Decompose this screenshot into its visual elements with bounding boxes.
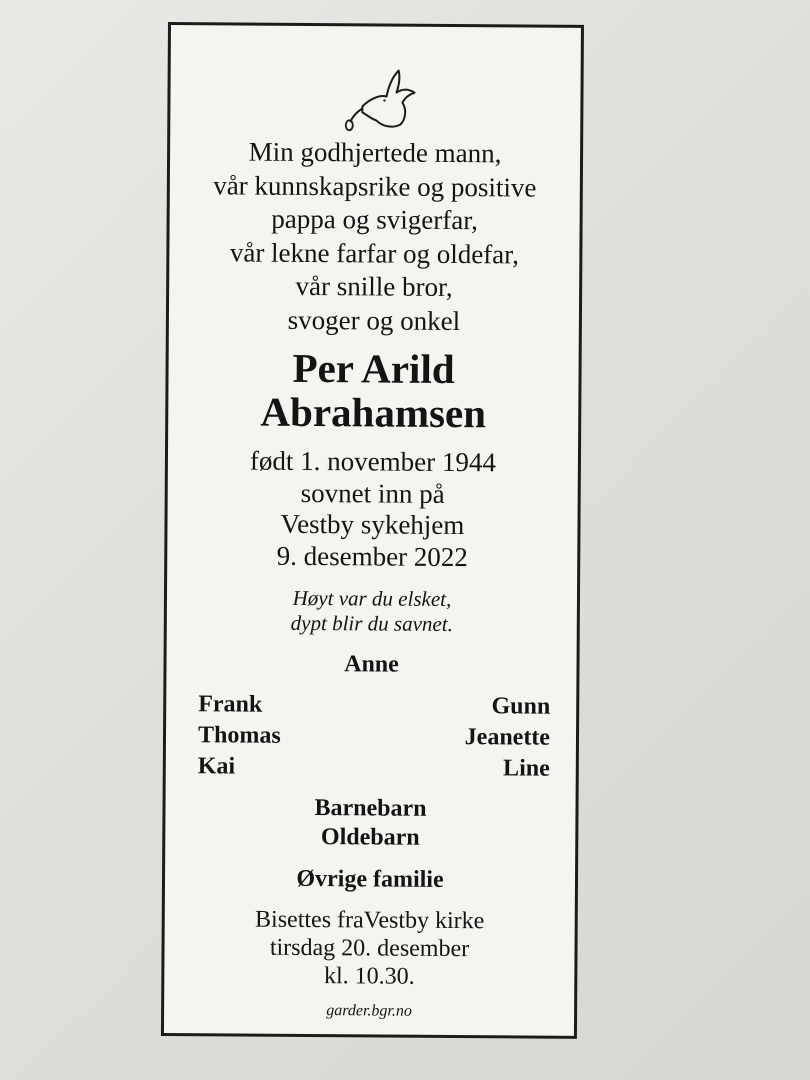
service-line: Bisettes fraVestby kirke bbox=[255, 906, 485, 935]
child-name: Frank bbox=[198, 691, 263, 718]
child-name: Gunn bbox=[491, 693, 551, 720]
child-name: Kai bbox=[197, 753, 236, 780]
children-names bbox=[198, 689, 551, 784]
child-name: Jeanette bbox=[464, 724, 551, 751]
funeral-service bbox=[164, 905, 575, 992]
children-left-column bbox=[198, 689, 281, 783]
intro-line: pappa og svigerfar, bbox=[271, 203, 479, 236]
quote-line: dypt blir du savnet. bbox=[290, 610, 453, 637]
dove-icon bbox=[340, 58, 421, 139]
date-line: sovnet inn på bbox=[300, 477, 445, 509]
intro-text bbox=[169, 135, 580, 339]
other-family: Øvrige familie bbox=[296, 865, 444, 893]
first-name: Per Arild bbox=[292, 344, 455, 393]
child-name: Line bbox=[503, 755, 550, 782]
service-line: kl. 10.30. bbox=[323, 963, 415, 990]
intro-line: Min godhjertede mann, bbox=[248, 136, 502, 169]
intro-line: vår lekne farfar og oldefar, bbox=[229, 236, 519, 269]
grand-line: Barnebarn bbox=[314, 795, 427, 822]
date-line: Vestby sykehjem bbox=[280, 508, 465, 541]
obituary-notice bbox=[161, 22, 584, 1039]
date-line: født 1. november 1944 bbox=[249, 445, 497, 478]
date-line: 9. desember 2022 bbox=[276, 540, 468, 572]
funeral-home-link: garder.bgr.no bbox=[326, 1002, 412, 1020]
children-right-column bbox=[464, 691, 550, 785]
intro-line: vår snille bror, bbox=[295, 270, 453, 302]
life-dates bbox=[167, 445, 578, 574]
service-line: tirsdag 20. desember bbox=[269, 934, 470, 963]
grand-line: Oldebarn bbox=[320, 824, 420, 851]
memorial-quote bbox=[167, 585, 577, 638]
grandchildren bbox=[165, 793, 575, 854]
deceased-name bbox=[168, 345, 579, 436]
child-name: Thomas bbox=[197, 722, 281, 749]
spouse-name: Anne bbox=[344, 651, 399, 678]
intro-line: svoger og onkel bbox=[287, 304, 461, 336]
intro-line: vår kunnskapsrike og positive bbox=[213, 169, 537, 203]
quote-line: Høyt var du elsket, bbox=[292, 585, 452, 611]
last-name: Abrahamsen bbox=[260, 388, 487, 437]
